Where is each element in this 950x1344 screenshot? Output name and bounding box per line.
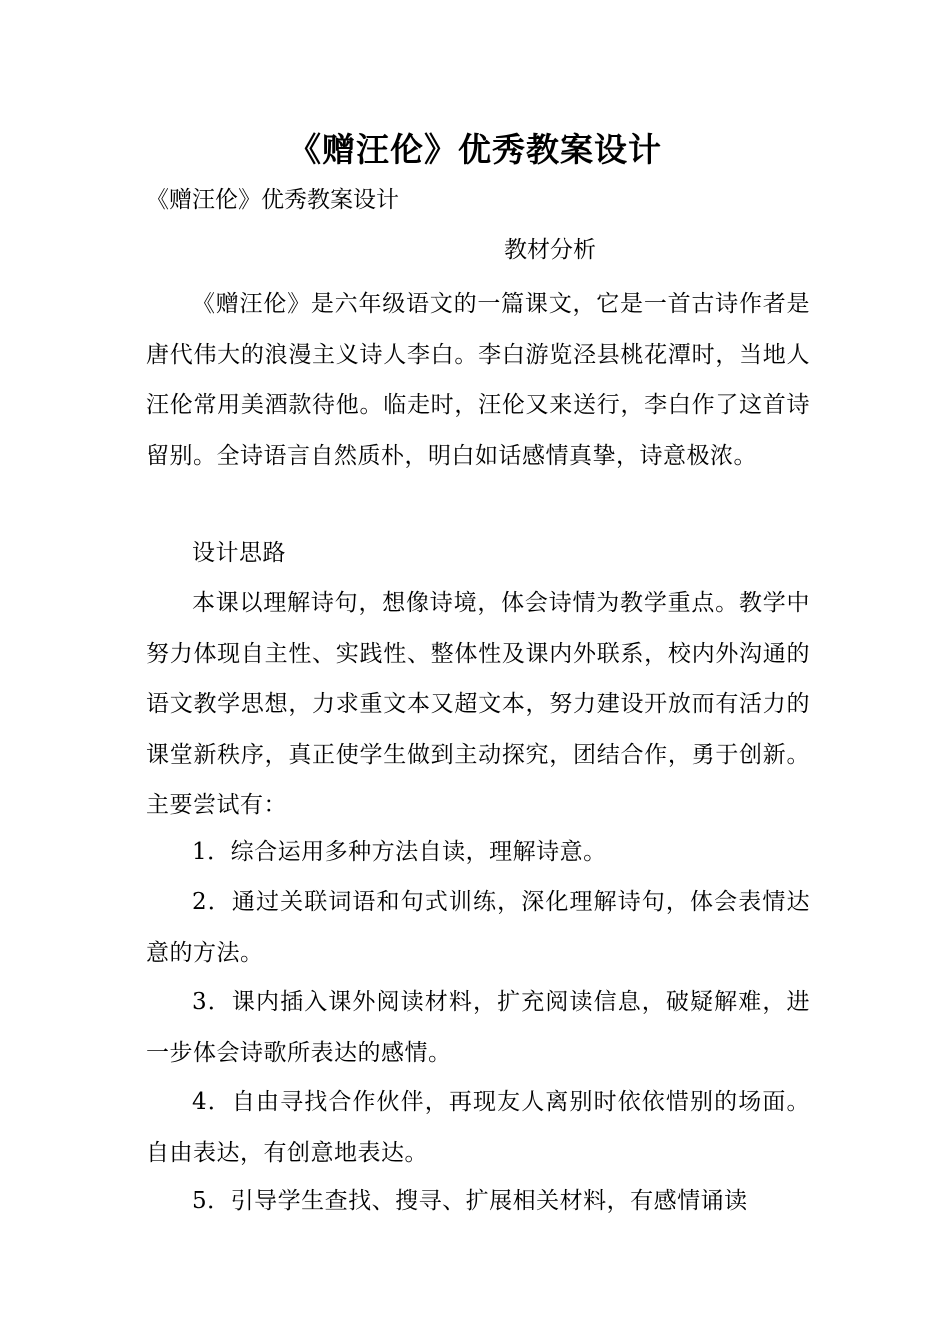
paragraph-textbook-analysis: 《赠汪伦》是六年级语文的一篇课文，它是一首古诗作者是唐代伟大的浪漫主义诗人李白。李白游览泾县桃花潭时，当地人汪伦常用美酒款待他。临走时，汪伦又来送行，李白作了这首诗留别。全诗语言自然质朴，明白如话感情真挚，诗意极浓。 xyxy=(146,291,810,469)
list-item-4: 4．自由寻找合作伙伴，再现友人离别时依依惜别的场面。自由表达，有创意地表达。 xyxy=(146,1089,810,1166)
heading-design-ideas: 设计思路 xyxy=(192,540,286,566)
document-title: 《赠汪伦》优秀教案设计 xyxy=(288,130,662,169)
paragraph-design-ideas: 本课以理解诗句，想像诗境，体会诗情为教学重点。教学中努力体现自主性、实践性、整体性及课内外联系，校内外沟通的语文教学思想，力求重文本又超文本，努力建设开放而有活力的课堂新秩序，真正使学生做到主动探究，团结合作，勇于创新。主要尝试有： xyxy=(146,590,810,818)
list-item-5: 5．引导学生查找、搜寻、扩展相关材料，有感情诵读 xyxy=(192,1188,748,1214)
list-item-2: 2．通过关联词语和句式训练，深化理解诗句，体会表情达意的方法。 xyxy=(146,889,810,966)
section-heading-textbook-analysis: 教材分析 xyxy=(504,237,596,263)
document-subtitle: 《赠汪伦》优秀教案设计 xyxy=(146,187,399,213)
list-item-1: 1．综合运用多种方法自读，理解诗意。 xyxy=(192,839,607,865)
list-item-3: 3．课内插入课外阅读材料，扩充阅读信息，破疑解难，进一步体会诗歌所表达的感情。 xyxy=(146,989,810,1066)
